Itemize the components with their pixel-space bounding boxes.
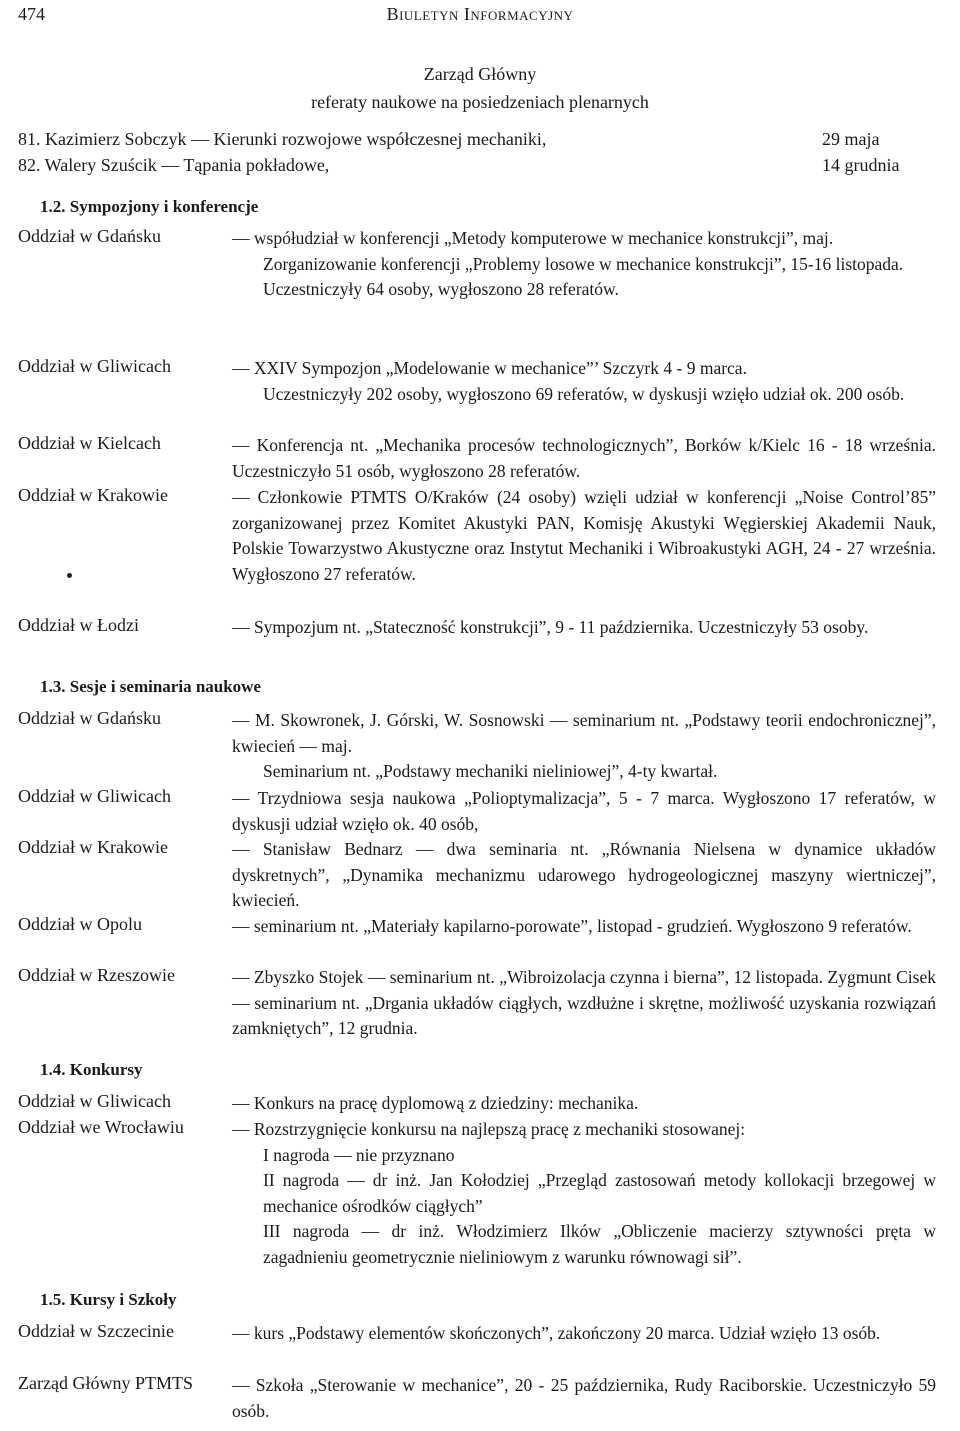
lecture-date: 29 maja <box>822 129 880 149</box>
branch-label: Oddział w Rzeszowie <box>18 965 175 985</box>
branch-label: Zarząd Główny PTMTS <box>18 1373 193 1393</box>
lecture-item: 81. Kazimierz Sobczyk — Kierunki rozwojowe współczesnej mechaniki, <box>18 129 547 149</box>
entry-paragraph: I nagroda — nie przyznano <box>263 1144 455 1165</box>
entry-text <box>232 485 936 587</box>
branch-label: Oddział w Gdańsku <box>18 226 161 246</box>
entry-text <box>232 433 936 484</box>
entry-paragraph: — Konferencja nt. „Mechanika procesów technologicznych”, Borków k/Kielc 16 - 18 września. Uczestniczyło 51 osób, wygłoszono 28 referatów. <box>232 435 936 481</box>
entry-text <box>232 914 936 940</box>
entry-text <box>232 226 936 303</box>
entry-text <box>232 965 936 1042</box>
branch-label: Oddział we Wrocławiu <box>18 1117 184 1137</box>
entry-text <box>232 356 936 407</box>
branch-label: Oddział w Gliwicach <box>18 786 171 806</box>
entry-paragraph: — Szkoła „Sterowanie w mechanice”, 20 - 25 października, Rudy Raciborskie. Uczestniczyło 59 osób. <box>232 1375 936 1421</box>
entry-paragraph: Seminarium nt. „Podstawy mechaniki nieliniowej”, 4-ty kwartał. <box>263 761 718 782</box>
entry-text <box>232 837 936 914</box>
entry-text <box>232 786 936 837</box>
entry-text <box>232 1117 936 1271</box>
entry-text <box>232 1091 936 1117</box>
entry-paragraph: — kurs „Podstawy elementów skończonych”, zakończony 20 marca. Udział wzięło 13 osób. <box>232 1323 881 1343</box>
entry-paragraph: III nagroda — dr inż. Włodzimierz Ilków „Obliczenie macierzy sztywności pręta w zagadnieniu geometrycznie nieliniowym z warunku równowagi sił”. <box>263 1221 936 1267</box>
entry-paragraph: — Zbyszko Stojek — seminarium nt. „Wibroizolacja czynna i bierna”, 12 listopada. Zygmunt Cisek — seminarium nt. „Drgania układów ciągłych, wzdłużne i skrętne, możliwość uzyskania rozwiązań zamkniętych”, 12 grudnia. <box>232 967 936 1039</box>
entry-paragraph: — Sympozjum nt. „Stateczność konstrukcji”, 9 - 11 października. Uczestniczyły 53 osoby. <box>232 617 869 637</box>
lecture-date: 14 grudnia <box>822 155 900 175</box>
section-heading: 1.2. Sympozjony i konferencje <box>40 197 259 216</box>
entry-paragraph: — XXIV Sympozjon „Modelowanie w mechanice”’ Szczyrk 4 - 9 marca. <box>232 358 747 378</box>
entry-paragraph: Zorganizowanie konferencji „Problemy losowe w mechanice konstrukcji”, 15-16 listopada. <box>263 253 904 274</box>
entry-paragraph: Uczestniczyły 202 osoby, wygłoszono 69 referatów, w dyskusji wzięło udział ok. 200 osób. <box>263 383 905 404</box>
entry-text <box>232 708 936 785</box>
entry-paragraph: — Rozstrzygnięcie konkursu na najlepszą pracę z mechaniki stosowanej: <box>232 1119 746 1139</box>
section-heading: 1.3. Sesje i seminaria naukowe <box>40 677 261 696</box>
entry-paragraph: — M. Skowronek, J. Górski, W. Sosnowski — seminarium nt. „Podstawy teorii endochronicznej”, kwiecień — maj. <box>232 710 936 756</box>
branch-label: Oddział w Gliwicach <box>18 356 171 376</box>
zg-title: Zarząd Główny <box>423 64 537 84</box>
entry-paragraph: Uczestniczyły 64 osoby, wygłoszono 28 referatów. <box>263 279 619 300</box>
branch-label: Oddział w Szczecinie <box>18 1321 174 1341</box>
branch-label: Oddział w Gdańsku <box>18 708 161 728</box>
lecture-item: 82. Walery Szuścik — Tąpania pokładowe, <box>18 155 330 175</box>
section-heading: 1.4. Konkursy <box>40 1060 143 1079</box>
page-number: 474 <box>18 4 45 24</box>
branch-label: Oddział w Krakowie <box>18 485 168 505</box>
running-title: Biuletyn Informacyjny <box>386 4 574 24</box>
entry-paragraph: — Trzydniowa sesja naukowa „Polioptymalizacja”, 5 - 7 marca. Wygłoszono 17 referatów, w dyskusji udział wzięło ok. 40 osób, <box>232 788 936 834</box>
entry-text <box>232 1373 936 1424</box>
branch-label: Oddział w Łodzi <box>18 615 139 635</box>
branch-label: Oddział w Kielcach <box>18 433 161 453</box>
entry-paragraph: II nagroda — dr inż. Jan Kołodziej „Przegląd zastosowań metody kollokacji brzegowej w mechanice ośrodków ciągłych” <box>263 1170 936 1216</box>
section-heading: 1.5. Kursy i Szkoły <box>40 1290 177 1309</box>
branch-label: Oddział w Opolu <box>18 914 142 934</box>
zg-subtitle: referaty naukowe na posiedzeniach plenarnych <box>311 92 649 112</box>
entry-paragraph: — współudział w konferencji „Metody komputerowe w mechanice konstrukcji”, maj. <box>232 228 834 248</box>
entry-paragraph: — Konkurs na pracę dyplomową z dziedziny: mechanika. <box>232 1093 639 1113</box>
entry-paragraph: — Członkowie PTMTS O/Kraków (24 osoby) wzięli udział w konferencji „Noise Control’85” zorganizowanej przez Komitet Akustyki PAN, Komisję Akustyki Węgierskiej Akademii Nauk, Polskie Towarzystwo Akustyczne oraz Instytut Mechaniki i Wibroakustyki AGH, 24 - 27 września. Wygłoszono 27 referatów. <box>232 487 936 584</box>
entry-text <box>232 615 936 641</box>
entry-text <box>232 1321 936 1347</box>
entry-paragraph: — Stanisław Bednarz — dwa seminaria nt. „Równania Nielsena w dynamice układów dyskretnych”, „Dynamika mechanizmu udarowego hydrogeologicznej maszyny wiertniczej”, kwiecień. <box>232 839 936 911</box>
branch-label: Oddział w Krakowie <box>18 837 168 857</box>
entry-paragraph: — seminarium nt. „Materiały kapilarno-porowate”, listopad - grudzień. Wygłoszono 9 referatów. <box>232 916 912 936</box>
page-header <box>18 4 942 30</box>
branch-label: Oddział w Gliwicach <box>18 1091 171 1111</box>
stray-dot <box>67 573 72 578</box>
